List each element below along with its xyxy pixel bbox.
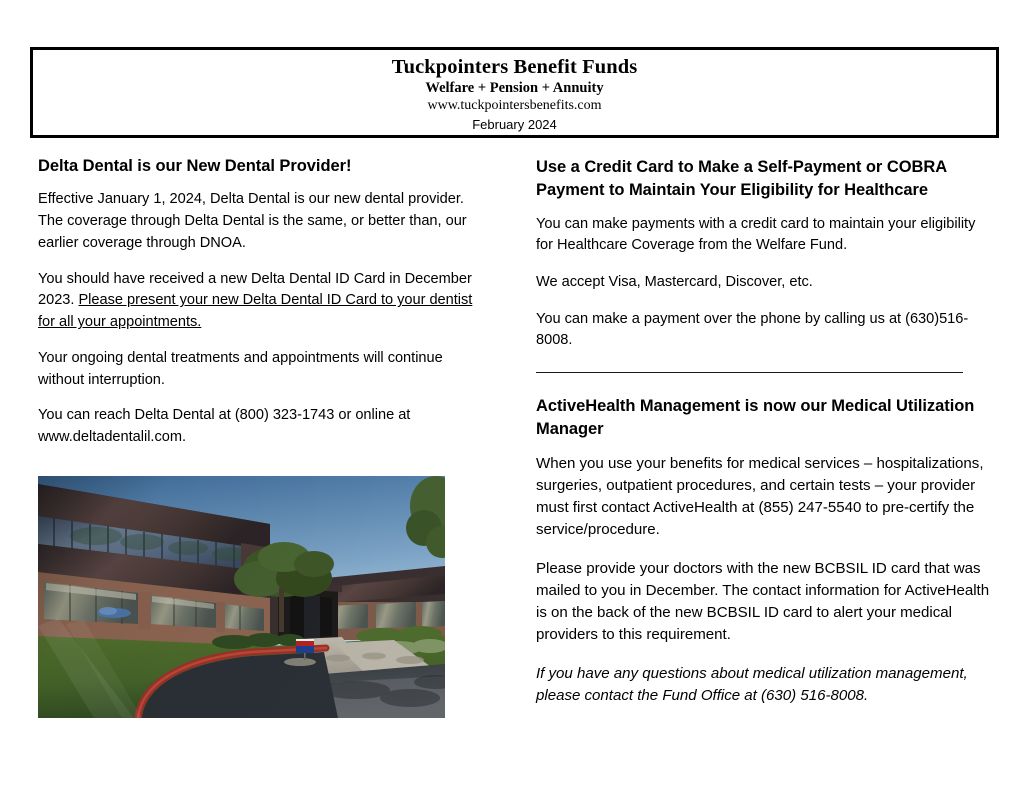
building-photo-graphic bbox=[38, 476, 445, 718]
left-paragraph-2-plain: You should have received a new Delta Dental ID Card in December 2023. bbox=[38, 270, 472, 309]
left-column bbox=[38, 156, 490, 449]
credit-card-section-heading: Use a Credit Card to Make a Self-Payment or COBRA Payment to Maintain Your Eligibility for Healthcare bbox=[536, 158, 947, 199]
credit-card-paragraph-2: We accept Visa, Mastercard, Discover, etc. bbox=[536, 274, 813, 290]
masthead-website: www.tuckpointersbenefits.com bbox=[427, 98, 602, 114]
credit-card-paragraph-3: You can make a payment over the phone by calling us at (630)516-8008. bbox=[536, 310, 969, 349]
left-paragraph-1: Effective January 1, 2024, Delta Dental is our new dental provider. The coverage through Delta Dental is the same, or better than, our earlier coverage through DNOA. bbox=[38, 191, 467, 251]
fund-office-building-photo bbox=[38, 476, 445, 718]
left-paragraph-2-underlined: Please present your new Delta Dental ID Card to your dentist for all your appointments. bbox=[38, 292, 473, 331]
right-column bbox=[536, 156, 996, 724]
masthead-title: Tuckpointers Benefit Funds bbox=[391, 56, 638, 78]
activehealth-paragraph-3-italic: If you have any questions about medical utilization management, please contact the Fund Office at (630) 516-8008. bbox=[536, 664, 968, 705]
masthead-subtitle: Welfare + Pension + Annuity bbox=[425, 79, 604, 96]
credit-card-section bbox=[536, 156, 996, 352]
left-section-heading: Delta Dental is our New Dental Provider! bbox=[38, 157, 352, 175]
masthead-date: February 2024 bbox=[472, 117, 557, 133]
activehealth-section-heading: ActiveHealth Management is now our Medical Utilization Manager bbox=[536, 397, 975, 438]
section-divider bbox=[536, 372, 963, 373]
activehealth-section bbox=[536, 395, 996, 707]
credit-card-paragraph-1: You can make payments with a credit card to maintain your eligibility for Healthcare Coverage from the Welfare Fund. bbox=[536, 215, 976, 254]
left-paragraph-3: Your ongoing dental treatments and appointments will continue without interruption. bbox=[38, 349, 443, 388]
activehealth-paragraph-1: When you use your benefits for medical services – hospitalizations, surgeries, outpatient procedures, and certain tests – your provider must first contact ActiveHealth at (855) 247-5540 to pre-certify the service/procedure. bbox=[536, 454, 984, 538]
left-paragraph-2 bbox=[38, 269, 490, 334]
activehealth-paragraph-2: Please provide your doctors with the new BCBSIL ID card that was mailed to you in December. The contact information for ActiveHealth is on the back of the new BCBSIL ID card to alert your medical providers to this requirement. bbox=[536, 559, 990, 643]
left-paragraph-4: You can reach Delta Dental at (800) 323-1743 or online at www.deltadentalil.com. bbox=[38, 407, 411, 446]
masthead-box bbox=[30, 47, 999, 138]
